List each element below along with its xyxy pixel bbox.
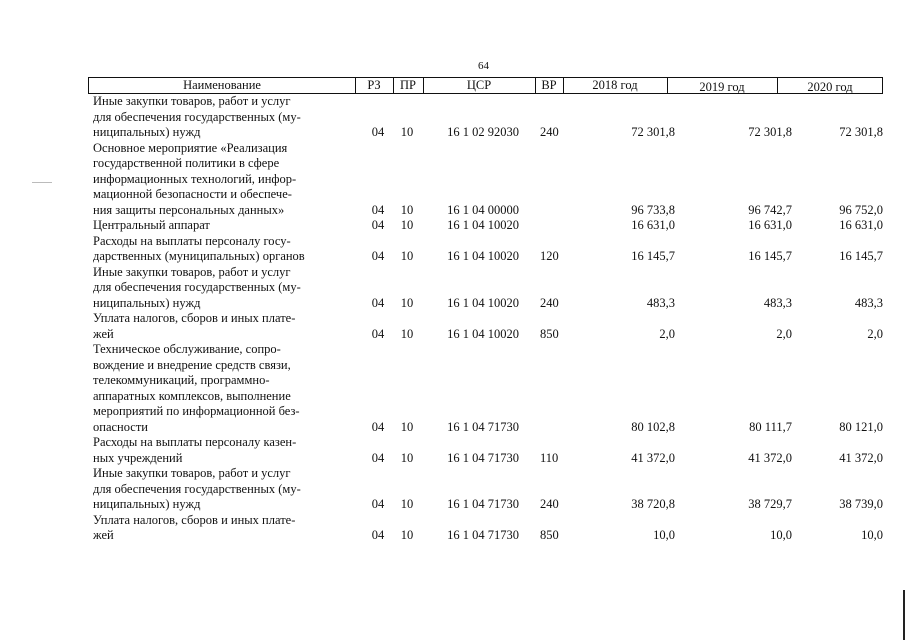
row-2018: 80 102,8	[631, 419, 675, 434]
row-name-line: мационной безопасности и обеспече-	[93, 187, 292, 201]
header-2020: 2020 год	[807, 80, 853, 94]
row-name-line: для обеспечения государственных (му-	[93, 280, 301, 294]
row-vr: 240	[540, 125, 559, 139]
row-name	[88, 311, 354, 342]
row-csr: 16 1 04 10020	[447, 295, 519, 310]
row-name-line: государственной политики в сфере	[93, 156, 280, 170]
row-2019: 16 631,0	[748, 218, 792, 232]
row-name-line: мероприятий по информационной без-	[93, 404, 300, 418]
table-body	[88, 94, 883, 544]
row-csr: 16 1 04 10020	[447, 218, 519, 232]
row-name-line: опасности	[93, 419, 148, 434]
row-name-line: аппаратных комплексов, выполнение	[93, 388, 291, 403]
row-name	[88, 141, 354, 219]
row-2020: 80 121,0	[839, 419, 883, 434]
row-name-line: Иные закупки товаров, работ и услуг	[93, 264, 291, 279]
row-pr: 10	[400, 295, 414, 310]
row-2019: 483,3	[763, 295, 792, 310]
row-name-line: жей	[93, 326, 114, 341]
row-name-line: Техническое обслуживание, сопро-	[93, 342, 281, 356]
row-name-line: Расходы на выплаты персоналу госу-	[93, 233, 291, 248]
row-rz: 04	[371, 218, 385, 232]
header-name: Наименование	[183, 78, 261, 92]
row-csr: 16 1 04 71730	[447, 497, 519, 511]
header-pr: ПР	[400, 78, 416, 92]
row-name-line: ниципальных) нужд	[93, 125, 201, 139]
row-name-line: ния защиты персональных данных»	[93, 202, 285, 217]
header-vr: ВР	[541, 78, 557, 92]
row-pr: 10	[400, 419, 414, 434]
row-2019: 10,0	[770, 528, 792, 542]
row-name	[88, 513, 354, 544]
row-name-line: Расходы на выплаты персоналу казен-	[93, 435, 297, 449]
header-2018: 2018 год	[592, 78, 638, 92]
margin-mark	[32, 182, 52, 183]
row-name-line: для обеспечения государственных (му-	[93, 109, 301, 124]
header-rz: РЗ	[367, 78, 381, 92]
table-row	[88, 311, 883, 342]
row-rz: 04	[371, 295, 385, 310]
row-name	[88, 94, 354, 141]
row-vr: 240	[540, 295, 559, 310]
row-csr: 16 1 04 10020	[447, 249, 519, 263]
table-header	[88, 77, 883, 94]
row-name-line: Основное мероприятие «Реализация	[93, 140, 288, 155]
row-name	[88, 218, 354, 234]
row-name-line: ных учреждений	[93, 450, 183, 465]
row-pr: 10	[400, 125, 414, 139]
row-2020: 483,3	[854, 295, 883, 310]
row-name-line: дарственных (муниципальных) органов	[93, 249, 305, 263]
row-csr: 16 1 04 00000	[447, 202, 519, 217]
row-pr: 10	[400, 202, 414, 217]
row-name	[88, 466, 354, 513]
row-name	[88, 342, 354, 435]
table-row	[88, 94, 883, 141]
table-row	[88, 265, 883, 312]
row-name-line: ниципальных) нужд	[93, 497, 201, 511]
row-2020: 96 752,0	[839, 202, 883, 217]
row-rz: 04	[371, 125, 385, 139]
header-csr: ЦСР	[466, 78, 492, 92]
row-csr: 16 1 04 71730	[447, 528, 519, 542]
row-name-line: Иные закупки товаров, работ и услуг	[93, 94, 291, 108]
row-2018: 10,0	[653, 528, 675, 542]
row-name-line: телекоммуникаций, программно-	[93, 373, 270, 387]
row-name-line: для обеспечения государственных (му-	[93, 481, 301, 496]
row-2020: 16 145,7	[839, 249, 883, 263]
row-2018: 2,0	[659, 326, 675, 341]
row-pr: 10	[400, 218, 414, 232]
table-row	[88, 218, 883, 234]
row-name-line: вождение и внедрение средств связи,	[93, 357, 291, 372]
row-2019: 72 301,8	[748, 125, 792, 139]
row-rz: 04	[371, 450, 385, 465]
row-vr: 110	[540, 450, 559, 465]
row-2018: 38 720,8	[631, 497, 675, 511]
row-name-line: жей	[93, 528, 114, 542]
row-name-line: Центральный аппарат	[93, 218, 210, 232]
row-rz: 04	[371, 528, 385, 542]
row-2018: 16 631,0	[631, 218, 675, 232]
row-2020: 10,0	[861, 528, 883, 542]
row-name	[88, 234, 354, 265]
row-2020: 16 631,0	[839, 218, 883, 232]
row-vr: 850	[540, 528, 559, 542]
table-row	[88, 141, 883, 219]
row-csr: 16 1 04 71730	[447, 419, 519, 434]
row-csr: 16 1 02 92030	[447, 125, 519, 139]
row-2020: 38 739,0	[839, 497, 883, 511]
row-name-line: информационных технологий, инфор-	[93, 171, 297, 186]
row-csr: 16 1 04 10020	[447, 326, 519, 341]
row-rz: 04	[371, 249, 385, 263]
row-pr: 10	[400, 249, 414, 263]
row-vr: 120	[540, 249, 559, 263]
row-csr: 16 1 04 71730	[447, 450, 519, 465]
row-2020: 41 372,0	[839, 450, 883, 465]
row-name-line: Иные закупки товаров, работ и услуг	[93, 466, 291, 480]
page-number: 64	[478, 60, 489, 72]
row-rz: 04	[371, 326, 385, 341]
header-2019: 2019 год	[699, 80, 745, 94]
row-2018: 96 733,8	[631, 202, 675, 217]
row-2018: 16 145,7	[631, 249, 675, 263]
table-row	[88, 513, 883, 544]
row-rz: 04	[371, 497, 385, 511]
row-vr: 240	[540, 497, 559, 511]
row-name-line: Уплата налогов, сборов и иных плате-	[93, 512, 296, 527]
row-pr: 10	[400, 450, 414, 465]
row-2020: 72 301,8	[839, 125, 883, 139]
row-pr: 10	[400, 326, 414, 341]
table-row	[88, 435, 883, 466]
row-2019: 96 742,7	[748, 202, 792, 217]
row-pr: 10	[400, 528, 414, 542]
row-2019: 38 729,7	[748, 497, 792, 511]
table-row	[88, 342, 883, 435]
row-pr: 10	[400, 497, 414, 511]
table-row	[88, 234, 883, 265]
table-row	[88, 466, 883, 513]
budget-table	[88, 77, 883, 544]
row-rz: 04	[371, 202, 385, 217]
row-2018: 483,3	[646, 295, 675, 310]
row-name	[88, 265, 354, 312]
row-2019: 80 111,7	[749, 419, 792, 434]
row-vr: 850	[540, 326, 559, 341]
row-name	[88, 435, 354, 466]
row-2019: 16 145,7	[748, 249, 792, 263]
row-2018: 41 372,0	[631, 450, 675, 465]
row-rz: 04	[371, 419, 385, 434]
row-name-line: Уплата налогов, сборов и иных плате-	[93, 311, 296, 325]
row-2018: 72 301,8	[631, 125, 675, 139]
row-2020: 2,0	[867, 326, 883, 341]
row-2019: 41 372,0	[748, 450, 792, 465]
row-2019: 2,0	[776, 326, 792, 341]
row-name-line: ниципальных) нужд	[93, 295, 201, 310]
